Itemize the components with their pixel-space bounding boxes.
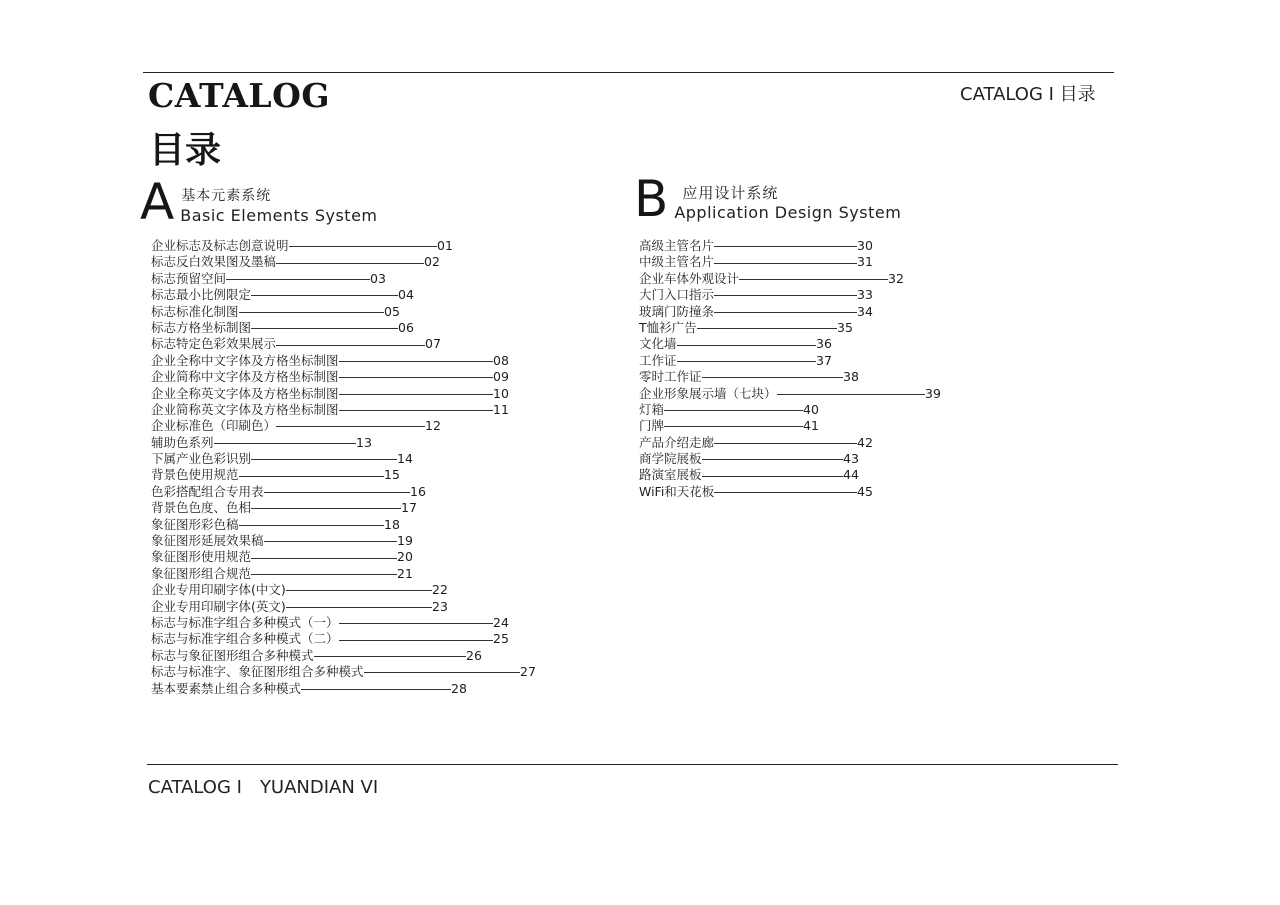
- toc-item-label: 标志与标准字、象征图形组合多种模式: [151, 664, 364, 680]
- toc-item-page-number: 38: [843, 369, 859, 385]
- toc-leader-line: [314, 656, 466, 657]
- toc-item-label: 标志与标准字组合多种模式（一）: [151, 614, 339, 630]
- toc-item-label: 中级主管名片: [639, 254, 715, 270]
- toc-item-label: 标志预留空间: [151, 270, 227, 286]
- toc-item-label: 企业全称中文字体及方格坐标制图: [151, 352, 339, 368]
- toc-item[interactable]: [639, 238, 941, 254]
- toc-item-label: 色彩搭配组合专用表: [151, 483, 264, 499]
- toc-item-page-number: 11: [493, 401, 509, 417]
- toc-leader-line: [276, 426, 425, 427]
- toc-item[interactable]: [151, 336, 536, 352]
- section-a-title-cn: 基本元素系统: [181, 188, 272, 204]
- toc-item-label: 企业车体外观设计: [639, 270, 740, 286]
- toc-item-page-number: 26: [466, 647, 482, 663]
- page-title-cn: 目录: [149, 129, 222, 171]
- toc-item-label: 标志特定色彩效果展示: [151, 336, 277, 352]
- toc-item[interactable]: [639, 484, 941, 500]
- toc-item-label: 背景色使用规范: [151, 467, 239, 483]
- toc-leader-line: [777, 394, 925, 395]
- toc-leader-line: [251, 459, 397, 460]
- toc-leader-line: [702, 377, 843, 378]
- toc-item[interactable]: [151, 451, 536, 467]
- toc-item-label: 标志标准化制图: [151, 303, 239, 319]
- toc-item-page-number: 41: [803, 418, 819, 434]
- toc-leader-line: [697, 328, 837, 329]
- toc-item-page-number: 37: [816, 352, 832, 368]
- toc-item[interactable]: [639, 353, 941, 369]
- toc-item[interactable]: [639, 320, 941, 336]
- section-b-title-en: Application Design System: [674, 203, 902, 222]
- toc-leader-line: [251, 508, 401, 509]
- toc-leader-line: [264, 541, 397, 542]
- toc-item[interactable]: [151, 418, 536, 434]
- bottom-divider: [147, 764, 1118, 765]
- section-b-letter: B: [634, 170, 669, 228]
- toc-leader-line: [239, 312, 384, 313]
- toc-item-page-number: 21: [397, 565, 413, 581]
- toc-item-label: 工作证: [639, 352, 677, 368]
- toc-item-page-number: 04: [398, 287, 414, 303]
- toc-item-page-number: 22: [432, 582, 448, 598]
- toc-item-label: 企业标准色（印刷色）: [151, 418, 277, 434]
- toc-item-page-number: 31: [857, 254, 873, 270]
- toc-item[interactable]: [151, 631, 536, 647]
- toc-item-page-number: 02: [424, 254, 440, 270]
- toc-item-label: 下属产业色彩识别: [151, 451, 252, 467]
- toc-item[interactable]: [151, 271, 536, 287]
- toc-leader-line: [289, 246, 437, 247]
- toc-item[interactable]: [151, 533, 536, 549]
- toc-item-page-number: 43: [843, 451, 859, 467]
- toc-leader-line: [702, 476, 843, 477]
- toc-item-page-number: 42: [857, 434, 873, 450]
- toc-leader-line: [226, 279, 370, 280]
- toc-leader-line: [714, 295, 857, 296]
- toc-item-label: 企业专用印刷字体(英文): [151, 598, 286, 614]
- toc-leader-line: [714, 263, 857, 264]
- toc-item-page-number: 32: [888, 270, 904, 286]
- toc-item[interactable]: [151, 517, 536, 533]
- toc-item[interactable]: [151, 238, 536, 254]
- toc-item-label: 象征图形延展效果稿: [151, 533, 264, 549]
- toc-leader-line: [702, 459, 843, 460]
- toc-item-page-number: 07: [425, 336, 441, 352]
- section-b-heading: [634, 170, 902, 228]
- toc-item-label: 企业标志及标志创意说明: [151, 238, 289, 253]
- toc-leader-line: [239, 525, 384, 526]
- toc-item[interactable]: [639, 287, 941, 303]
- toc-item-page-number: 14: [397, 451, 413, 467]
- toc-item[interactable]: [151, 549, 536, 565]
- toc-leader-line: [339, 377, 493, 378]
- toc-leader-line: [714, 246, 857, 247]
- toc-leader-line: [251, 295, 398, 296]
- toc-item[interactable]: [639, 418, 941, 434]
- toc-leader-line: [264, 492, 410, 493]
- toc-leader-line: [677, 345, 816, 346]
- toc-leader-line: [239, 476, 384, 477]
- toc-item[interactable]: [151, 500, 536, 516]
- toc-item-page-number: 39: [925, 385, 941, 401]
- toc-item-label: 门牌: [639, 418, 665, 434]
- toc-item-label: 灯箱: [639, 401, 665, 417]
- toc-item[interactable]: [639, 451, 941, 467]
- toc-item[interactable]: [639, 435, 941, 451]
- toc-item-label: 标志与象征图形组合多种模式: [151, 647, 314, 663]
- toc-item-label: 企业全称英文字体及方格坐标制图: [151, 385, 339, 401]
- toc-item[interactable]: [151, 599, 536, 615]
- toc-item[interactable]: [639, 402, 941, 418]
- section-a-letter: A: [140, 173, 175, 231]
- toc-item-page-number: 13: [356, 434, 372, 450]
- toc-item-page-number: 27: [520, 664, 536, 680]
- toc-leader-line: [739, 279, 888, 280]
- toc-leader-line: [339, 394, 493, 395]
- header-catalog-label: CATALOG Ι 目录: [960, 84, 1096, 105]
- toc-item[interactable]: [151, 467, 536, 483]
- toc-item-page-number: 20: [397, 549, 413, 565]
- toc-item-label: 企业形象展示墙（七块）: [639, 385, 777, 401]
- toc-item-page-number: 45: [857, 483, 873, 499]
- section-a-toc-list: [151, 238, 536, 697]
- toc-item-page-number: 08: [493, 352, 509, 368]
- toc-item-page-number: 35: [837, 319, 853, 335]
- toc-item-label: 路演室展板: [639, 467, 702, 483]
- toc-item-label: 高级主管名片: [639, 238, 715, 253]
- toc-item-page-number: 34: [857, 303, 873, 319]
- toc-item[interactable]: [151, 320, 536, 336]
- toc-leader-line: [664, 410, 803, 411]
- toc-item[interactable]: [151, 648, 536, 664]
- toc-leader-line: [664, 426, 803, 427]
- toc-item[interactable]: [151, 353, 536, 369]
- toc-item-page-number: 01: [437, 238, 453, 253]
- toc-item-page-number: 24: [493, 614, 509, 630]
- toc-item-page-number: 28: [451, 680, 467, 696]
- toc-leader-line: [339, 410, 493, 411]
- toc-item-page-number: 30: [857, 238, 873, 253]
- toc-item-page-number: 16: [410, 483, 426, 499]
- toc-item-page-number: 18: [384, 516, 400, 532]
- toc-item-label: 企业简称中文字体及方格坐标制图: [151, 369, 339, 385]
- footer-brand-label: YUANDIAN VI: [259, 777, 379, 798]
- footer: [148, 777, 378, 798]
- toc-item-page-number: 44: [843, 467, 859, 483]
- toc-item[interactable]: [639, 369, 941, 385]
- toc-item-page-number: 19: [397, 533, 413, 549]
- toc-leader-line: [301, 689, 451, 690]
- toc-item[interactable]: [151, 287, 536, 303]
- toc-leader-line: [339, 361, 493, 362]
- toc-item-label: 玻璃门防撞条: [639, 303, 715, 319]
- toc-item-label: 企业专用印刷字体(中文): [151, 582, 286, 598]
- toc-leader-line: [714, 492, 857, 493]
- toc-item-label: 标志与标准字组合多种模式（二）: [151, 631, 339, 647]
- toc-leader-line: [276, 345, 425, 346]
- toc-item-label: 文化墙: [639, 336, 677, 352]
- toc-item-label: 产品介绍走廊: [639, 434, 715, 450]
- section-a-titles: [180, 186, 377, 226]
- toc-item-label: 象征图形组合规范: [151, 565, 252, 581]
- toc-item-label: 标志反白效果图及墨稿: [151, 254, 277, 270]
- toc-item[interactable]: [151, 566, 536, 582]
- toc-item-label: 标志最小比例限定: [151, 287, 252, 303]
- toc-item-label: T恤衫广告: [639, 319, 697, 335]
- toc-item-label: 大门入口指示: [639, 287, 715, 303]
- toc-item-page-number: 40: [803, 401, 819, 417]
- toc-item-label: 标志方格坐标制图: [151, 319, 252, 335]
- toc-item-page-number: 17: [401, 500, 417, 516]
- toc-item[interactable]: [639, 271, 941, 287]
- toc-item-page-number: 23: [432, 598, 448, 614]
- toc-leader-line: [251, 574, 397, 575]
- toc-leader-line: [251, 328, 398, 329]
- toc-item-label: 背景色色度、色相: [151, 500, 252, 516]
- toc-item[interactable]: [151, 386, 536, 402]
- toc-leader-line: [286, 607, 432, 608]
- toc-item[interactable]: [151, 615, 536, 631]
- toc-item-page-number: 25: [493, 631, 509, 647]
- toc-item[interactable]: [151, 681, 536, 697]
- toc-item[interactable]: [151, 304, 536, 320]
- toc-item[interactable]: [151, 484, 536, 500]
- toc-leader-line: [251, 558, 397, 559]
- section-a-heading: [140, 173, 378, 231]
- section-b-toc-list: [639, 238, 941, 500]
- toc-item[interactable]: [151, 254, 536, 270]
- toc-leader-line: [714, 443, 857, 444]
- toc-item-page-number: 06: [398, 319, 414, 335]
- toc-item-label: WiFi和天花板: [639, 483, 715, 499]
- toc-item[interactable]: [151, 664, 536, 680]
- toc-leader-line: [714, 312, 857, 313]
- toc-item[interactable]: [151, 369, 536, 385]
- toc-item[interactable]: [151, 435, 536, 451]
- toc-item-page-number: 12: [425, 418, 441, 434]
- toc-leader-line: [339, 640, 493, 641]
- toc-item-label: 零时工作证: [639, 369, 702, 385]
- toc-item-page-number: 09: [493, 369, 509, 385]
- toc-item-page-number: 10: [493, 385, 509, 401]
- toc-item[interactable]: [639, 304, 941, 320]
- toc-leader-line: [214, 443, 356, 444]
- toc-item-label: 象征图形使用规范: [151, 549, 252, 565]
- toc-leader-line: [286, 590, 432, 591]
- toc-item-label: 企业简称英文字体及方格坐标制图: [151, 401, 339, 417]
- footer-catalog-label: CATALOG Ι: [148, 777, 242, 798]
- section-b-title-cn: 应用设计系统: [682, 184, 779, 202]
- toc-item-label: 基本要素禁止组合多种模式: [151, 680, 302, 696]
- section-a-title-en: Basic Elements System: [180, 206, 378, 225]
- toc-item-page-number: 33: [857, 287, 873, 303]
- toc-item-page-number: 03: [370, 270, 386, 286]
- section-b-titles: [674, 183, 901, 223]
- toc-item-label: 辅助色系列: [151, 434, 214, 450]
- top-divider: [143, 72, 1114, 73]
- toc-item-page-number: 36: [816, 336, 832, 352]
- toc-item[interactable]: [151, 582, 536, 598]
- toc-item[interactable]: [151, 402, 536, 418]
- toc-leader-line: [364, 672, 520, 673]
- toc-leader-line: [339, 623, 493, 624]
- toc-item[interactable]: [639, 467, 941, 483]
- toc-item-label: 象征图形彩色稿: [151, 516, 239, 532]
- toc-item[interactable]: [639, 254, 941, 270]
- toc-item-page-number: 15: [384, 467, 400, 483]
- page-title-en: CATALOG: [148, 76, 331, 115]
- toc-leader-line: [276, 263, 424, 264]
- toc-item-label: 商学院展板: [639, 451, 702, 467]
- toc-item[interactable]: [639, 386, 941, 402]
- toc-item-page-number: 05: [384, 303, 400, 319]
- toc-leader-line: [677, 361, 816, 362]
- toc-item[interactable]: [639, 336, 941, 352]
